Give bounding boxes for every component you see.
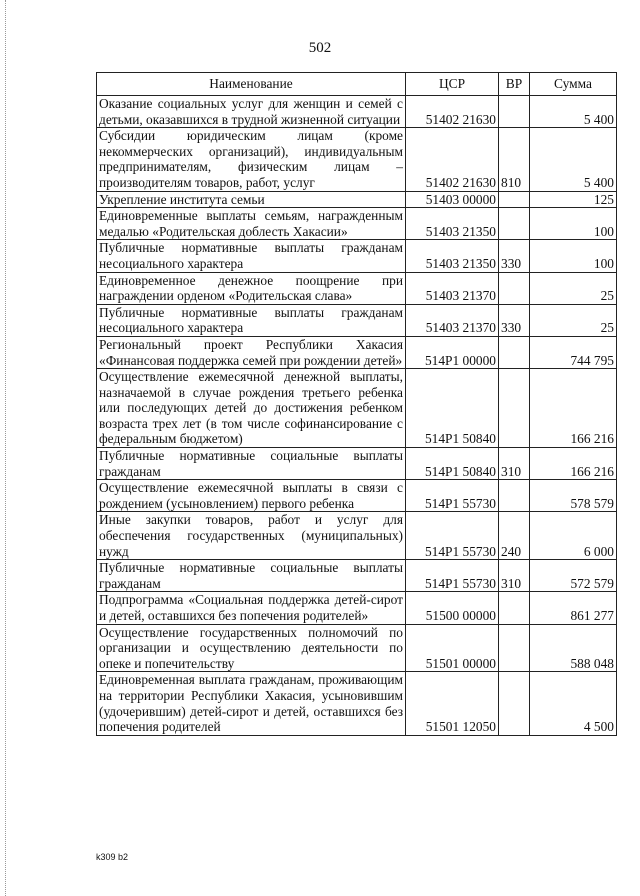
cell-vr: 330: [499, 304, 530, 336]
cell-vr: [499, 336, 530, 368]
header-csr: ЦСР: [406, 73, 499, 96]
cell-sum: 166 216: [530, 448, 617, 480]
cell-sum: 588 048: [530, 624, 617, 672]
table-row: [97, 191, 617, 208]
cell-name: Подпрограмма «Социальная поддержка детей-сирот и детей, оставшихся без попечения родителей»: [97, 592, 406, 624]
cell-csr: 51501 12050: [406, 672, 499, 735]
cell-name: Укрепление института семьи: [97, 191, 406, 208]
cell-sum: 25: [530, 304, 617, 336]
cell-csr: 51403 00000: [406, 191, 499, 208]
cell-name: Субсидии юридическим лицам (кроме некоммерческих организаций), индивидуальным предпринимателям, физическим лицам – производителям товаров, работ, услуг: [97, 128, 406, 191]
cell-sum: 25: [530, 272, 617, 304]
cell-vr: 810: [499, 128, 530, 191]
cell-name: Осуществление ежемесячной выплаты в связи с рождением (усыновлением) первого ребенка: [97, 480, 406, 512]
table-row: [97, 672, 617, 735]
cell-vr: 310: [499, 448, 530, 480]
cell-name: Публичные нормативные выплаты гражданам несоциального характера: [97, 304, 406, 336]
header-vr: ВР: [499, 73, 530, 96]
cell-name: Оказание социальных услуг для женщин и семей с детьми, оказавшихся в трудной жизненной ситуации: [97, 96, 406, 128]
page-number: 502: [308, 40, 332, 56]
scan-edge: [0, 0, 6, 896]
cell-sum: 744 795: [530, 336, 617, 368]
cell-sum: 572 579: [530, 560, 617, 592]
table-row: [97, 240, 617, 272]
cell-sum: 100: [530, 240, 617, 272]
cell-name: Единовременные выплаты семьям, награжденным медалью «Родительская доблесть Хакасии»: [97, 208, 406, 240]
cell-vr: 240: [499, 512, 530, 560]
table-row: [97, 304, 617, 336]
cell-csr: 51500 00000: [406, 592, 499, 624]
cell-csr: 514P1 50840: [406, 369, 499, 448]
cell-csr: 51501 00000: [406, 624, 499, 672]
cell-sum: 125: [530, 191, 617, 208]
cell-sum: 166 216: [530, 369, 617, 448]
header-sum: Сумма: [530, 73, 617, 96]
table-row: [97, 480, 617, 512]
cell-name: Публичные нормативные социальные выплаты гражданам: [97, 560, 406, 592]
table-row: [97, 624, 617, 672]
table-row: [97, 560, 617, 592]
cell-name: Единовременная выплата гражданам, проживающим на территории Республики Хакасия, усыновившим (удочерившим) детей-сирот и детей, оставшихся без попечения родителей: [97, 672, 406, 735]
cell-sum: 6 000: [530, 512, 617, 560]
cell-vr: [499, 272, 530, 304]
cell-vr: [499, 191, 530, 208]
cell-sum: 5 400: [530, 96, 617, 128]
cell-sum: 100: [530, 208, 617, 240]
cell-csr: 51403 21370: [406, 304, 499, 336]
cell-csr: 51403 21350: [406, 240, 499, 272]
table-row: [97, 592, 617, 624]
table-row: [97, 272, 617, 304]
cell-name: Осуществление ежемесячной денежной выплаты, назначаемой в случае рождения третьего ребенка или последующих детей до достижения ребенком возраста трех лет (в том числе софинансирование с федеральным бюджетом): [97, 369, 406, 448]
table-row: [97, 128, 617, 191]
cell-sum: 4 500: [530, 672, 617, 735]
cell-csr: 514P1 50840: [406, 448, 499, 480]
cell-vr: [499, 96, 530, 128]
cell-vr: 330: [499, 240, 530, 272]
cell-csr: 51403 21350: [406, 208, 499, 240]
cell-csr: 51403 21370: [406, 272, 499, 304]
table-row: [97, 512, 617, 560]
cell-csr: 514P1 55730: [406, 512, 499, 560]
cell-name: Публичные нормативные социальные выплаты гражданам: [97, 448, 406, 480]
footer-code: k309 b2: [96, 852, 129, 862]
cell-name: Региональный проект Республики Хакасия «Финансовая поддержка семей при рождении детей»: [97, 336, 406, 368]
cell-vr: [499, 592, 530, 624]
table-row: [97, 96, 617, 128]
cell-vr: [499, 369, 530, 448]
table-header-row: [97, 73, 617, 96]
cell-sum: 5 400: [530, 128, 617, 191]
table-row: [97, 369, 617, 448]
cell-csr: 51402 21630: [406, 128, 499, 191]
table-row: [97, 336, 617, 368]
table-row: [97, 208, 617, 240]
cell-name: Единовременное денежное поощрение при награждении орденом «Родительская слава»: [97, 272, 406, 304]
cell-vr: 310: [499, 560, 530, 592]
cell-vr: [499, 208, 530, 240]
cell-name: Публичные нормативные выплаты гражданам несоциального характера: [97, 240, 406, 272]
cell-name: Иные закупки товаров, работ и услуг для обеспечения государственных (муниципальных) нужд: [97, 512, 406, 560]
cell-vr: [499, 672, 530, 735]
cell-sum: 861 277: [530, 592, 617, 624]
header-name: Наименование: [97, 73, 406, 96]
cell-csr: 514P1 00000: [406, 336, 499, 368]
cell-vr: [499, 480, 530, 512]
cell-sum: 578 579: [530, 480, 617, 512]
cell-csr: 51402 21630: [406, 96, 499, 128]
cell-csr: 514P1 55730: [406, 480, 499, 512]
cell-csr: 514P1 55730: [406, 560, 499, 592]
cell-vr: [499, 624, 530, 672]
budget-table: [96, 72, 617, 736]
table-row: [97, 448, 617, 480]
cell-name: Осуществление государственных полномочий по организации и осуществлению деятельности по опеке и попечительству: [97, 624, 406, 672]
